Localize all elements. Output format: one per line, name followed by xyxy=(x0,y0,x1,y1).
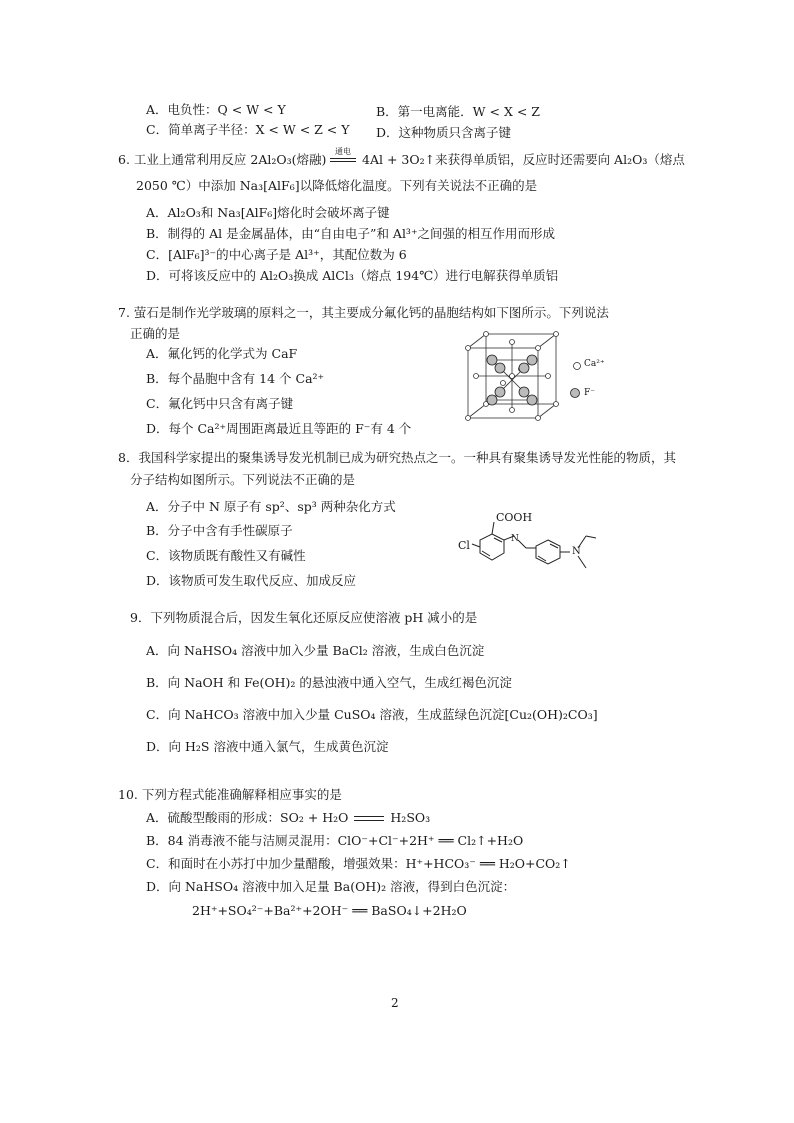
q8-stem-line1: 8．我国科学家提出的聚集诱导发光机制已成为研究热点之一。一种具有聚集诱导发光性能的物质，其 xyxy=(118,450,676,465)
q8-option-a: A．分子中 N 原子有 sp²、sp³ 两种杂化方式 xyxy=(146,499,396,514)
q5-option-c: C．简单离子半径：X < W < Z < Y xyxy=(146,122,350,137)
q8-option-c: C．该物质既有酸性又有碱性 xyxy=(146,548,306,563)
q7-option-a: A．氟化钙的化学式为 CaF xyxy=(146,346,298,361)
q7-option-b: B．每个晶胞中含有 14 个 Ca²⁺ xyxy=(146,371,325,386)
q6-stem-line1-post: 4Al + 3O₂↑来获得单质铝，反应时还需要向 Al₂O₃（熔点 xyxy=(362,152,685,167)
q10-option-a-reactants: A．硫酸型酸雨的形成：SO₂ + H₂O xyxy=(146,810,349,825)
reversible-arrow-icon xyxy=(352,815,386,823)
q10-option-d: D．向 NaHSO₄ 溶液中加入足量 Ba(OH)₂ 溶液，得到白色沉淀： xyxy=(146,879,516,894)
q6-equals-sign-top xyxy=(330,158,356,159)
q9-option-b: B．向 NaOH 和 Fe(OH)₂ 的悬浊液中通入空气，生成红褐色沉淀 xyxy=(146,675,512,690)
q10-option-a xyxy=(146,812,430,825)
q9-option-c: C．向 NaHCO₃ 溶液中加入少量 CuSO₄ 溶液，生成蓝绿色沉淀[Cu₂(OH)₂CO₃] xyxy=(146,707,598,722)
q7-option-d: D．每个 Ca²⁺周围距离最近且等距的 F⁻有 4 个 xyxy=(146,421,412,436)
q6-option-a: A．Al₂O₃和 Na₃[AlF₆]熔化时会破坏离子键 xyxy=(146,205,390,220)
q10-option-c: C．和面时在小苏打中加少量醋酸，增强效果：H⁺+HCO₃⁻ ══ H₂O+CO₂↑ xyxy=(146,856,571,871)
q6-stem-line1-pre: 6. 工业上通常利用反应 2Al₂O₃(熔融) xyxy=(118,152,327,167)
calcium-fluoride-unit-cell-figure xyxy=(462,330,602,422)
molecule-structure-figure xyxy=(470,520,620,580)
q7-stem-line2: 正确的是 xyxy=(130,326,181,341)
q6-equals-sign-bottom xyxy=(330,161,356,162)
molecule-cl-label: Cl xyxy=(458,539,470,552)
page-number: 2 xyxy=(391,996,399,1010)
q6-option-b: B．制得的 Al 是金属晶体，由“自由电子”和 Al³⁺之间强的相互作用而形成 xyxy=(146,226,556,241)
q10-option-d-equation: 2H⁺+SO₄²⁻+Ba²⁺+2OH⁻ ══ BaSO₄↓+2H₂O xyxy=(192,903,467,918)
q8-stem-line2: 分子结构如图所示。下列说法不正确的是 xyxy=(130,472,356,487)
legend-f-ion-label: F⁻ xyxy=(584,388,595,398)
q6-option-d: D．可将该反应中的 Al₂O₃换成 AlCl₃（熔点 194℃）进行电解获得单质铝 xyxy=(146,268,559,283)
q8-option-d: D．该物质可发生取代反应、加成反应 xyxy=(146,573,357,588)
q9-stem: 9．下列物质混合后，因发生氧化还原反应使溶液 pH 减小的是 xyxy=(130,610,478,625)
q10-option-a-product: H₂SO₃ xyxy=(390,810,431,825)
q9-option-a: A．向 NaHSO₄ 溶液中加入少量 BaCl₂ 溶液，生成白色沉淀 xyxy=(146,643,485,658)
q8-option-b: B．分子中含有手性碳原子 xyxy=(146,523,293,538)
q5-option-b: B．第一电离能．W < X < Z xyxy=(376,104,540,119)
molecule-cooh-label: COOH xyxy=(496,511,533,524)
legend-ca-ion-label: Ca²⁺ xyxy=(584,359,605,369)
q7-option-c: C．氟化钙中只含有离子键 xyxy=(146,396,294,411)
q9-option-d: D．向 H₂S 溶液中通入氯气，生成黄色沉淀 xyxy=(146,739,389,754)
q6-stem-line2: 2050 ℃）中添加 Na₃[AlF₆]以降低熔化温度。下列有关说法不正确的是 xyxy=(136,178,538,193)
q5-option-a: A．电负性：Q < W < Y xyxy=(146,102,286,117)
q10-stem: 10. 下列方程式能准确解释相应事实的是 xyxy=(118,787,342,802)
molecule-imine-n-label: N xyxy=(511,534,519,544)
q6-option-c: C．[AlF₆]³⁻的中心离子是 Al³⁺，其配位数为 6 xyxy=(146,247,407,262)
q10-option-b: B．84 消毒液不能与洁厕灵混用：ClO⁻+Cl⁻+2H⁺ ══ Cl₂↑+H₂O xyxy=(146,833,524,848)
q6-reaction-condition: 通电 xyxy=(335,147,351,156)
q5-option-d: D．这种物质只含离子键 xyxy=(376,125,512,140)
molecule-amine-n-label: N xyxy=(572,546,581,557)
q7-stem-line1: 7. 萤石是制作光学玻璃的原料之一，其主要成分氟化钙的晶胞结构如下图所示。下列说法 xyxy=(118,305,609,320)
